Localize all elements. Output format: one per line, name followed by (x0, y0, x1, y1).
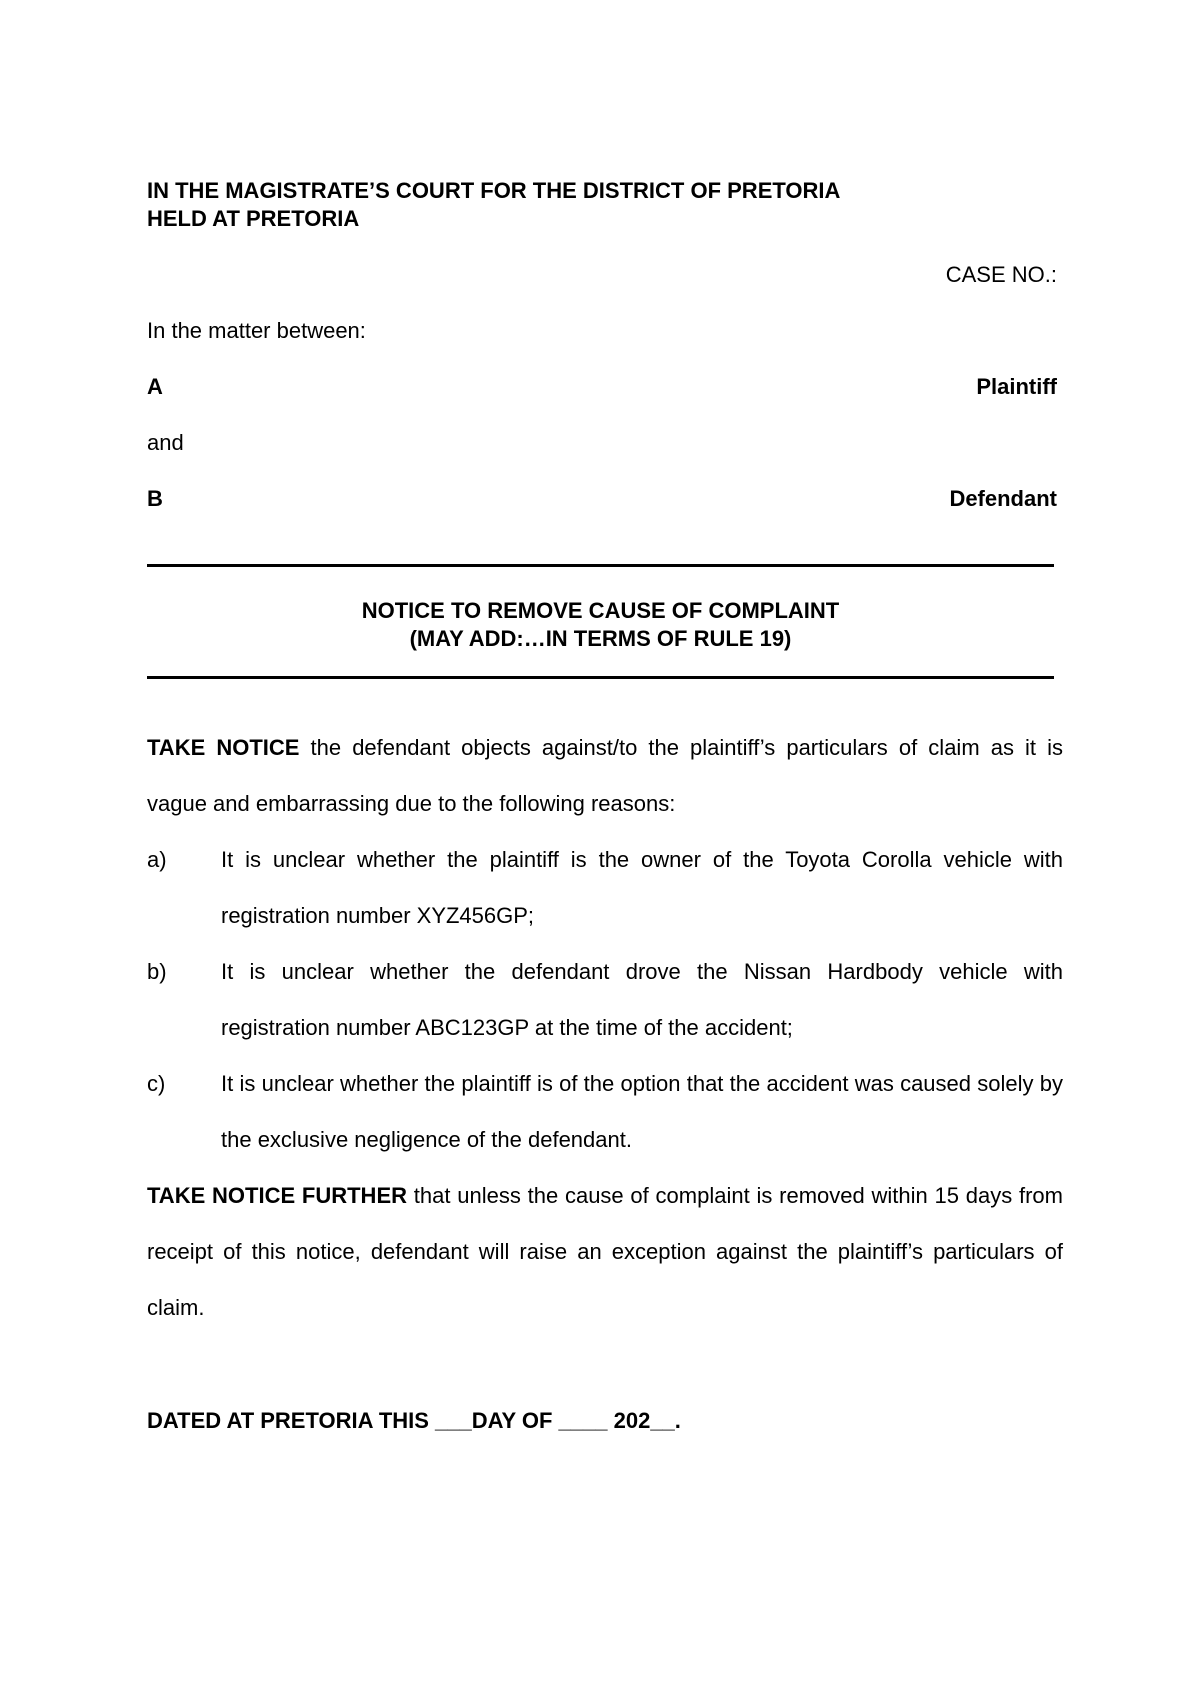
matter-between: In the matter between: (147, 318, 366, 343)
reason-item (147, 944, 1063, 1056)
reason-text: It is unclear whether the plaintiff is the owner of the Toyota Corolla vehicle with registration number XYZ456GP; (221, 847, 1063, 928)
reason-marker: b) (147, 959, 167, 984)
take-notice-further-text: that unless the cause of complaint is removed within 15 days from receipt of this notice, defendant will raise an exception against the plaintiff’s particulars of claim. (147, 1183, 1063, 1320)
take-notice-further-lead: TAKE NOTICE FURTHER (147, 1183, 408, 1208)
court-heading-line1: IN THE MAGISTRATE’S COURT FOR THE DISTRICT OF PRETORIA (147, 178, 841, 203)
take-notice-text: the defendant objects against/to the plaintiff’s particulars of claim as it is vague and embarrassing due to the following reasons: (147, 735, 1063, 816)
reason-text: It is unclear whether the defendant drove the Nissan Hardbody vehicle with registration number ABC123GP at the time of the accident; (221, 959, 1063, 1040)
court-heading-line2: HELD AT PRETORIA (147, 206, 360, 231)
and-conjunction: and (147, 430, 184, 455)
reason-item (147, 1056, 1063, 1168)
bottom-divider (147, 676, 1054, 679)
take-notice-paragraph (147, 720, 1063, 832)
plaintiff-name: A (147, 374, 163, 399)
notice-title-line2: (MAY ADD:…IN TERMS OF RULE 19) (409, 626, 792, 651)
reason-item (147, 832, 1063, 944)
defendant-name: B (147, 486, 163, 511)
top-divider (147, 564, 1054, 567)
reason-marker: a) (147, 847, 167, 872)
take-notice-further-paragraph (147, 1168, 1063, 1336)
reason-text: It is unclear whether the plaintiff is of the option that the accident was caused solely by the exclusive negligence of the defendant. (221, 1071, 1063, 1152)
dated-line: DATED AT PRETORIA THIS ___DAY OF ____ 202__. (147, 1408, 681, 1433)
reason-marker: c) (147, 1071, 166, 1096)
take-notice-lead: TAKE NOTICE (147, 735, 300, 760)
defendant-role: Defendant (949, 486, 1057, 511)
plaintiff-role: Plaintiff (976, 374, 1057, 399)
case-number-label: CASE NO.: (945, 262, 1057, 287)
notice-title-line1: NOTICE TO REMOVE CAUSE OF COMPLAINT (361, 598, 840, 623)
